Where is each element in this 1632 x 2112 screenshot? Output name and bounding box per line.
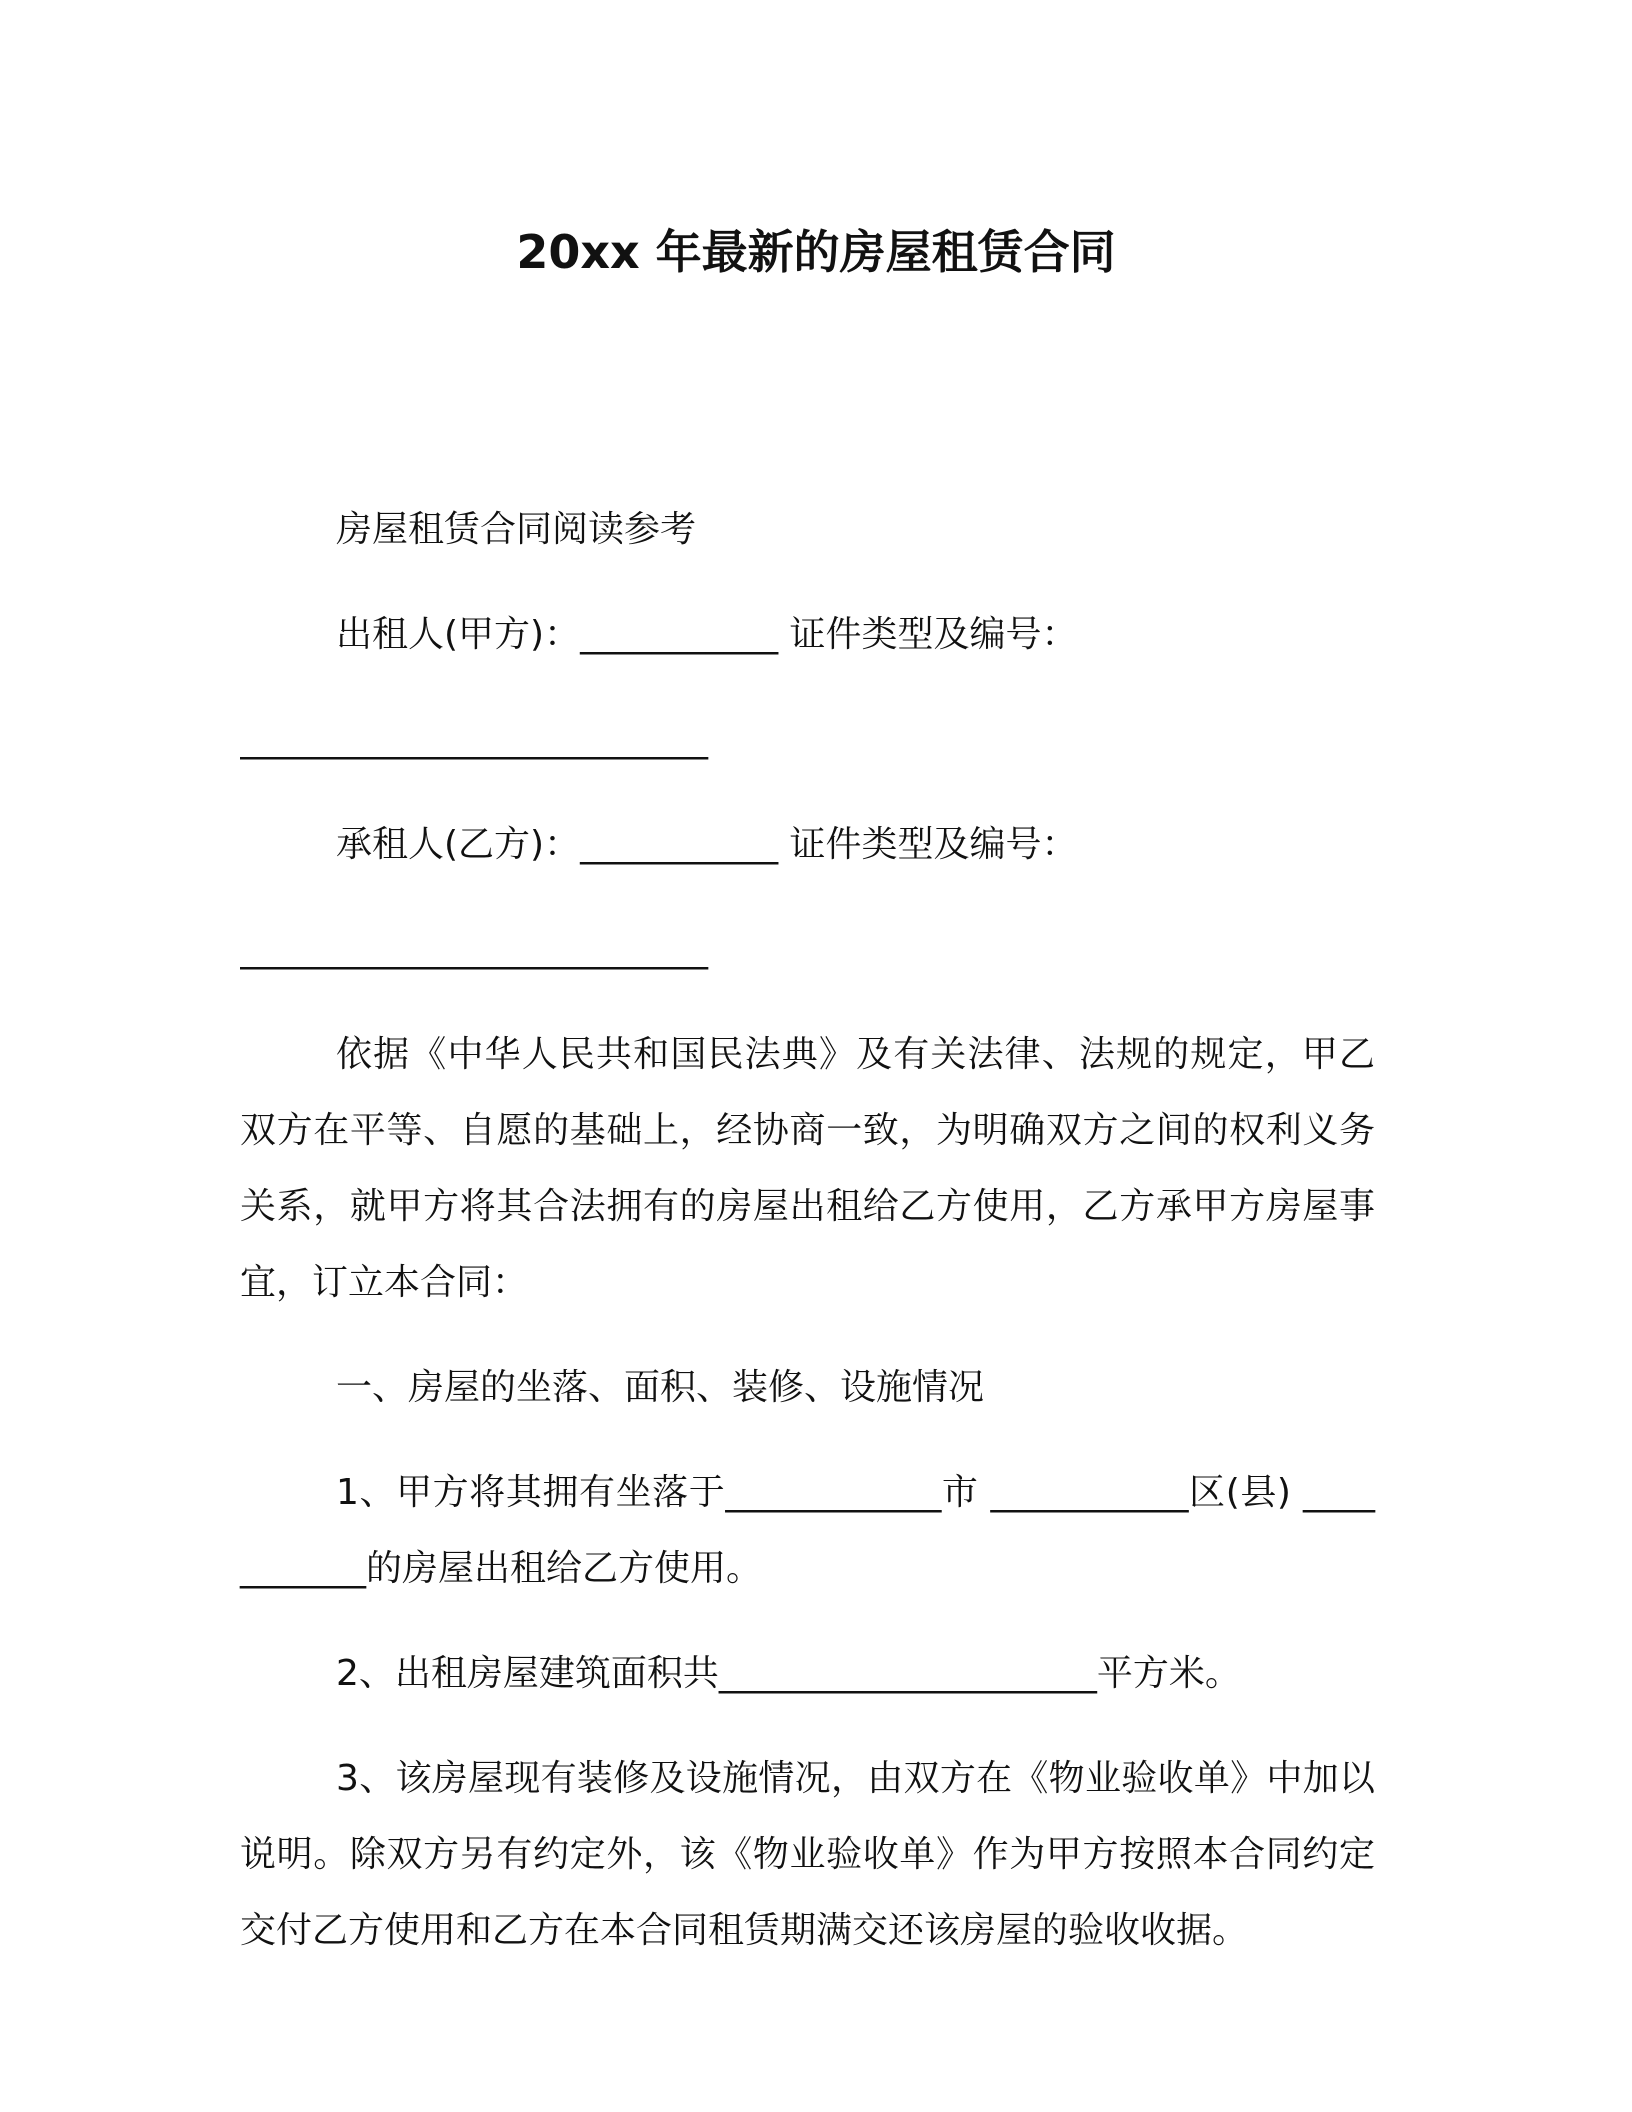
clause-2-paragraph: 2、出租房屋建筑面积共_____________________平方米。	[336, 1653, 1241, 1694]
clause-3-paragraph: 3、该房屋现有装修及设施情况，由双方在《物业验收单》中加以说明。除双方另有约定外，该《物业验收单》作为甲方按照本合同约定交付乙方使用和乙方在本合同租赁期满交还该房屋的验收收据。	[240, 1758, 1375, 1951]
subtitle-paragraph: 房屋租赁合同阅读参考	[336, 509, 697, 550]
preamble-paragraph: 依据《中华人民共和国民法典》及有关法律、法规的规定，甲乙双方在平等、自愿的基础上，经协商一致，为明确双方之间的权利义务关系，就甲方将其合法拥有的房屋出租给乙方使用，乙方承甲方房屋事宜，订立本合同：	[240, 1034, 1375, 1303]
lessor-line: 出租人(甲方)：___________ 证件类型及编号：	[336, 614, 1078, 655]
lessor-id-blank: __________________________	[240, 719, 708, 760]
section-heading: 一、房屋的坐落、面积、装修、设施情况	[336, 1367, 985, 1408]
clause-1-paragraph: 1、甲方将其拥有坐落于____________市 ___________区(县) ___________的房屋出租给乙方使用。	[240, 1472, 1375, 1589]
lessee-id-blank: __________________________	[240, 929, 708, 970]
document-body	[240, 492, 1375, 1998]
lessee-line: 承租人(乙方)：___________ 证件类型及编号：	[336, 824, 1078, 865]
document-title: 20xx 年最新的房屋租赁合同	[516, 225, 1116, 279]
